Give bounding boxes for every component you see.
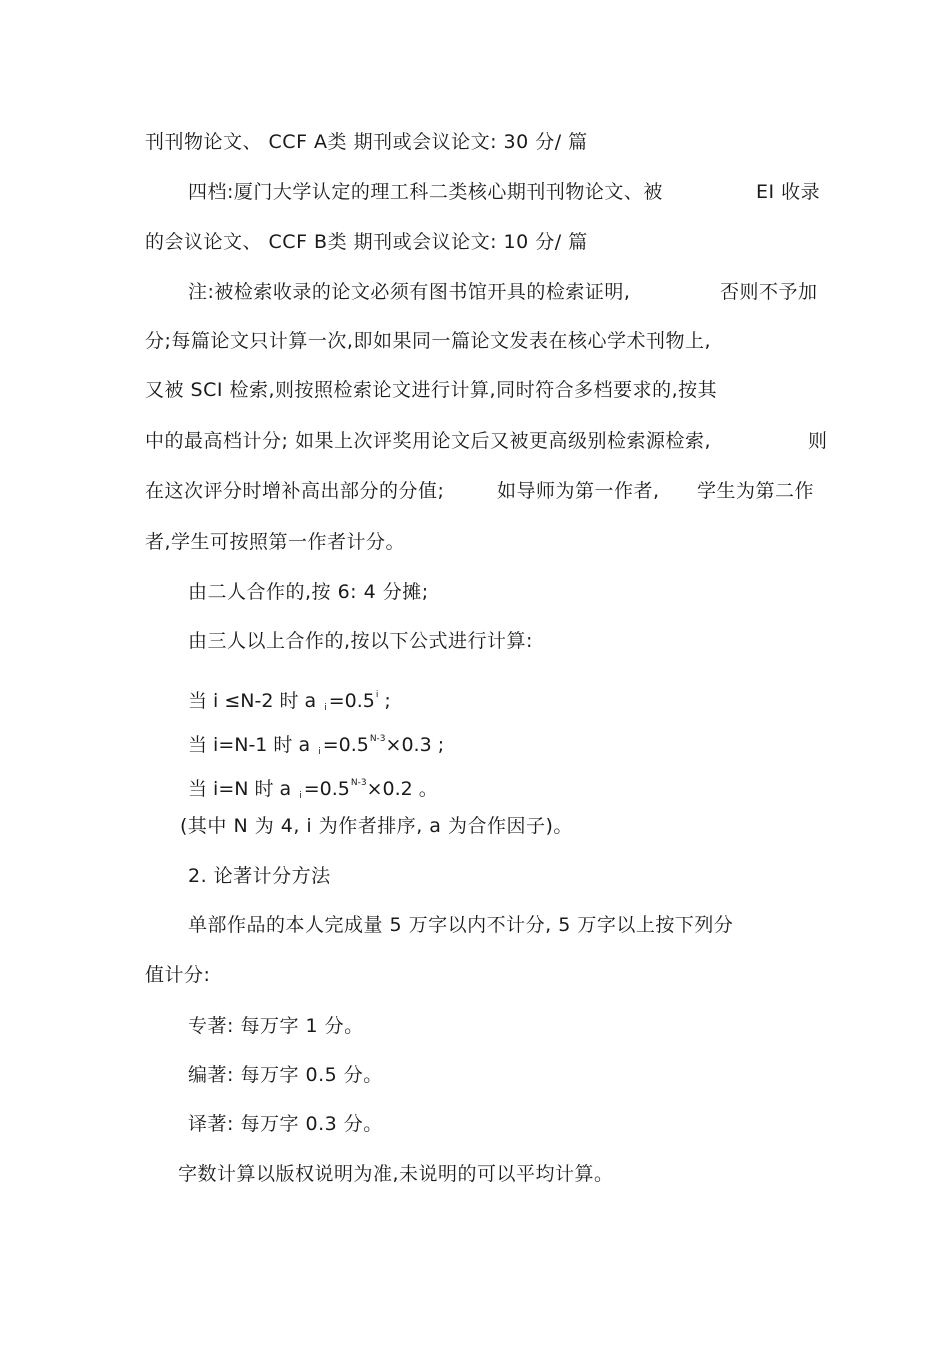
text-line-20: 编著: 每万字 0.5 分。 bbox=[188, 1064, 383, 1086]
text-line-8: 在这次评分时增补高出部分的分值; bbox=[145, 480, 445, 502]
text-line-21: 译著: 每万字 0.3 分。 bbox=[188, 1113, 383, 1135]
text-line-7: 中的最高档计分; 如果上次评奖用论文后又被更高级别检索源检索, bbox=[145, 430, 711, 452]
text-line-17: 单部作品的本人完成量 5 万字以内不计分, 5 万字以上按下列分 bbox=[188, 914, 734, 936]
text-line-18: 值计分: bbox=[145, 964, 211, 986]
text-line-4-end: 否则不予加 bbox=[720, 281, 818, 303]
text-line-2-end: EI 收录 bbox=[756, 181, 821, 203]
section-heading: 2. 论著计分方法 bbox=[188, 865, 331, 887]
text-line-9: 者,学生可按照第一作者计分。 bbox=[145, 531, 406, 553]
text-line-8-end: 学生为第二作 bbox=[697, 480, 815, 502]
text-line-5: 分;每篇论文只计算一次,即如果同一篇论文发表在核心学术刊物上, bbox=[145, 330, 711, 352]
text-line-15: (其中 N 为 4, i 为作者排序, a 为合作因子)。 bbox=[180, 815, 573, 837]
formula-2: 当 i=N-1 时 a $_i =0.5^{N-3}\times 0.3$ ; bbox=[188, 734, 445, 757]
text-line-19: 专著: 每万字 1 分。 bbox=[188, 1015, 364, 1037]
text-line-3: 的会议论文、 CCF B类 期刊或会议论文: 10 分/ 篇 bbox=[145, 231, 588, 253]
text-line-11: 由三人以上合作的,按以下公式进行计算: bbox=[188, 630, 533, 652]
text-line-8-mid: 如导师为第一作者, bbox=[497, 480, 660, 502]
text-line-4: 注:被检索收录的论文必须有图书馆开具的检索证明, bbox=[188, 281, 631, 303]
text-line-6: 又被 SCI 检索,则按照检索论文进行计算,同时符合多档要求的,按其 bbox=[145, 379, 718, 401]
formula-3: 当 i=N 时 a $_i =0.5^{N-3}\times 0.2$ 。 bbox=[188, 778, 438, 801]
formula-1: 当 i ≤N-2 时 a $_i =0.5^i$ ; bbox=[188, 690, 391, 713]
text-line-10: 由二人合作的,按 6: 4 分摊; bbox=[188, 581, 429, 603]
text-line-7-end: 则 bbox=[808, 430, 828, 452]
text-line-1: 刊刊物论文、 CCF A类 期刊或会议论文: 30 分/ 篇 bbox=[145, 131, 588, 153]
text-line-22: 字数计算以版权说明为准,未说明的可以平均计算。 bbox=[178, 1163, 614, 1185]
text-line-2: 四档:厦门大学认定的理工科二类核心期刊刊物论文、被 bbox=[188, 181, 663, 203]
